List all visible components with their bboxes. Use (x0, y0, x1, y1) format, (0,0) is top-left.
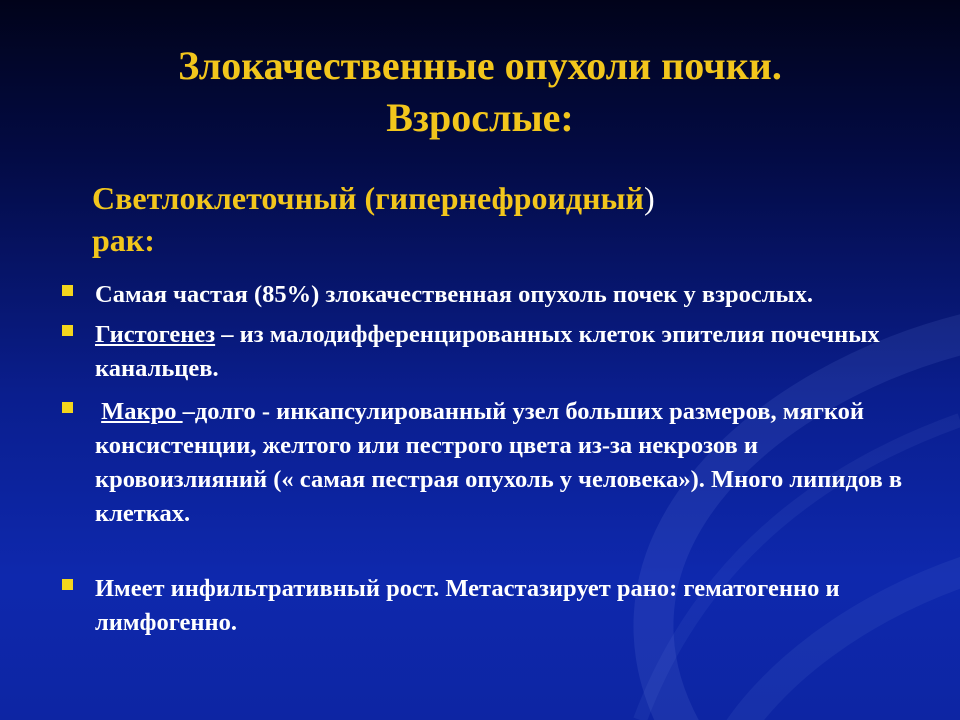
square-bullet-icon (62, 402, 73, 413)
bullet-text: Самая частая (85%) злокачественная опухоль почек у взрослых. (95, 281, 813, 308)
subtitle-paren: ) (643, 180, 655, 216)
subtitle-main: Светлоклеточный (гипернефроидный (92, 180, 644, 216)
slide-title (0, 40, 960, 144)
subtitle-line2: рак: (92, 222, 155, 258)
bullet-text: Имеет инфильтративный рост. Метастазирует рано: гематогенно и лимфогенно. (95, 575, 840, 636)
bullet-text: –долго - инкапсулированный узел больших размеров, мягкой консистенции, желтого или пестрого цвета из-за некрозов и кровоизлияний (« самая пестрая опухоль у человека»). Много липидов в клетках. (95, 398, 903, 527)
list-item (58, 318, 918, 386)
bullet-list (58, 278, 918, 640)
square-bullet-icon (62, 325, 73, 336)
square-bullet-icon (62, 579, 73, 590)
slide-title-line2: Взрослые: (386, 95, 574, 140)
list-item (58, 278, 918, 312)
square-bullet-icon (62, 285, 73, 296)
bullet-text: – из малодифференцированных клеток эпителия почечных канальцев. (95, 321, 880, 382)
bullet-term: Макро (101, 398, 183, 425)
slide-subtitle (92, 177, 892, 261)
bullet-term: Гистогенез (95, 321, 216, 348)
slide-title-line1: Злокачественные опухоли почки. (178, 43, 782, 88)
list-item (58, 572, 918, 640)
list-item (58, 395, 918, 531)
